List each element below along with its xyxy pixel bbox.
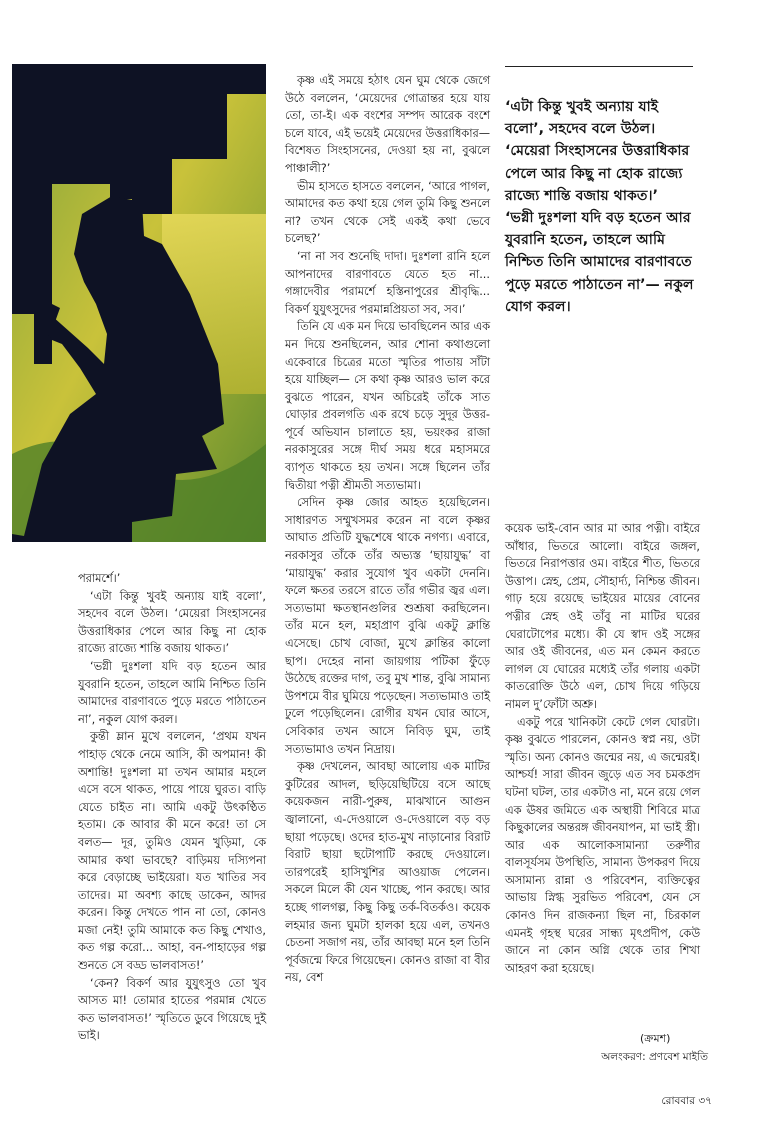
paragraph: কুন্তী ম্লান মুখে বললেন, ‘প্রথম যখন পাহাড় থেকে নেমে আসি, কী অপমান! কী অশান্তি! দুঃশলা মা তখন আমার মহলে এসে বসে থাকত, পায়ে পায়ে ঘুরত। বাড়ি যেতে চাইত না। আমি একটু উৎকণ্ঠিত হতাম। কে আবার কী মনে করে! তা সে বলত— দূর, তুমিও যেমন খুড়িমা, কে আমার কথা ভাবছে? বাড়িময় দস্যিপনা করে বেড়াচ্ছে ভাইয়েরা। যত খাতির সব তাদের। মা অবশ্য কাছে ডাকেন, আদর করেন। কিন্তু দেখতে পান না তো, কোনও মজা নেই! তুমি আমাকে কত কিছু শেখাও, কত গল্প করো... আহা, বন-পাহাড়ের গল্প শুনতে সে বড্ড ভালবাসত!’ [78,730,266,973]
top-rule [505,66,693,67]
pull-quote [505,96,695,318]
column-middle [285,72,490,987]
column-left [78,570,266,1045]
pull-quote-line: ‘মেয়েরা সিংহাসনের উত্তরাধিকার পেলে আর কিছু না হোক রাজ্যে রাজ্যে শান্তি বজায় থাকত।’ [505,143,690,204]
page-footer: রোববার ৩৭ [661,1095,712,1107]
continued-label: (ক্রমশ) [640,1032,671,1045]
collage-illustration [12,64,266,542]
paragraph: কৃষ্ণ এই সময়ে হঠাৎ যেন ঘুম থেকে জেগে উঠে বললেন, ‘মেয়েদের গোত্রান্তর হয়ে যায় তো, তা-ই। এক বংশের সম্পদ আরেক বংশে চলে যাবে, এই ভয়েই মেয়েদের উত্তরাধিকার— বিশেষত সিংহাসনের, দেওয়া হয় না, বুঝলে পাঞ্চালী?’ [285,74,490,175]
paragraph: তিনি যে এক মন দিয়ে ভাবছিলেন আর এক মন দিয়ে শুনছিলেন, আর শোনা কথাগুলো একেবারে চিত্রের মতো স্মৃতির পাতায় সাঁটা হয়ে যাচ্ছিল— সে কথা কৃষ্ণ আরও ভাল করে বুঝতে পারেন, যখন অচিরেই তাঁকে সাত ঘোড়ার প্রবলগতি এক রথে চড়ে সুদূর উত্তর-পূর্বে অভিযান চালাতে হয়, ভয়ংকর রাজা নরকাসুরের সঙ্গে দীর্ঘ সময় ধরে মহাসমরে ব্যাপৃত থাকতে হয় তখন। সঙ্গে ছিলেন তাঁর দ্বিতীয়া পত্নী শ্রীমতী সত্যভামা। [285,320,490,492]
paragraph: ভীম হাসতে হাসতে বললেন, ‘আরে পাগল, আমাদের কত কথা হয়ে গেল তুমি কিছু শুনলে না? তখন থেকে সেই একই কথা ভেবে চলেছ?’ [285,179,490,246]
paragraph: একটু পরে খানিকটা কেটে গেল ঘোরটা। কৃষ্ণ বুঝতে পারলেন, কোনও স্বপ্ন নয়, ওটা স্মৃতি। অন্য কোনও জন্মের নয়, এ জন্মেরই। আশ্চর্য! সারা জীবন জুড়ে এত সব চমকপ্রদ ঘটনা ঘটল, তার একটাও না, মনে রয়ে গেল এক ঊষর জমিতে এক অস্থায়ী শিবিরে মাত্র কিছুকালের অন্তরঙ্গ জীবনযাপন, মা ভাই স্ত্রী। আর এক আলোকসামান্যা তরুণীর বালসূর্যসম উপস্থিতি, সামান্য উপকরণ দিয়ে অসামান্য রান্না ও পরিবেশন, ব্যক্তিত্বের আভায় স্নিগ্ধ সুরভিত পরিবেশ, যেন সে কোনও দিন রাজকন্যা ছিল না, চিরকাল এমনই গৃহস্থ ঘরের সান্ধ্য মৃৎপ্রদীপ, কেউ জানে না কোন অগ্নি থেকে তার শিখা আহরণ করা হয়েছে। [505,715,700,975]
paragraph: ‘ভগ্নী দুঃশলা যদি বড় হতেন আর যুবরানি হতেন, তাহলে আমি নিশ্চিত তিনি আমাদের বারণাবতে পুড়ে মরতে পাঠাতেন না’, নকুল যোগ করল। [78,659,266,726]
illustration-credit: অলংকরণ: প্রণবেশ মাইতি [601,1051,708,1063]
pull-quote-line: ‘এটা কিন্তু খুবই অন্যায় যাই বলো’, সহদেব বলে উঠল। [505,99,659,138]
column-right [505,520,700,977]
pull-quote-line: ‘ভগ্নী দুঃশলা যদি বড় হতেন আর যুবরানি হতেন, তাহলে আমি নিশ্চিত তিনি আমাদের বারণাবতে পুড়ে মরতে পাঠাতেন না’— নকুল যোগ করল। [505,210,694,315]
paragraph: সেদিন কৃষ্ণ জোর আহত হয়েছিলেন। সাধারণত সম্মুখসমর করেন না বলে কৃষ্ণর আঘাত প্রতিটি যুদ্ধশেষে থাকে নগণ্য। এবারে, নরকাসুর তাঁকে তাঁর অভ্যস্ত ‘ছায়াযুদ্ধ’ বা ‘মায়াযুদ্ধ’ করার সুযোগ খুব একটা দেননি। ফলে ক্ষতর তরসে রাতে তাঁর গভীর জ্বর এল। সত্যভামা ক্ষতস্থানগুলির শুশ্রূষা করছিলেন। তাঁর মনে হল, মহাপ্রাণ বুঝি একটু ক্লান্তি এসেছে। চোখ বোজা, মুখে ক্লান্তির কালো ছাপ। দেহের নানা জায়গায় পটিকা ফুঁড়ে উঠেছে রক্তের দাগ, তবু মুখ শান্ত, বুঝি সামান্য উপশমে বীর ঘুমিয়ে পড়েছেন। সত্যভামাও তাই ঢুলে পড়েছিলেন। রোগীর যখন ঘোর আসে, সেবিকার তখন আসে নিবিড় ঘুম, তাই সত্যভামাও তখন নিদ্রায়। [285,496,490,756]
paragraph: পরামর্শে।’ [78,572,121,585]
paragraph: ‘কেন? বিকর্ণ আর যুযুৎসুও তো খুব আসত মা! তোমার হাতের পরমান্ন খেতে কত ভালবাসত!’ স্মৃতিতে ডুবে গিয়েছে দুই ভাই। [78,976,266,1043]
paragraph: ‘না না সব শুনেছি দাদা। দুঃশলা রানি হলে আপনাদের বারণাবতে যেতে হত না... গঙ্গাদেবীর পরামর্শে হস্তিনাপুরের শ্রীবৃদ্ধি... বিকর্ণ যুযুৎসুদের পরমান্নপ্রিয়তা সব, সব।’ [285,249,490,316]
paragraph: ‘এটা কিন্তু খুবই অন্যায় যাই বলো’, সহদেব বলে উঠল। ‘মেয়েরা সিংহাসনের উত্তরাধিকার পেলে আর কিছু না হোক রাজ্যে রাজ্যে শান্তি বজায় থাকত।’ [78,589,266,656]
paragraph: কয়েক ভাই-বোন আর মা আর পত্নী। বাইরে আঁধার, ভিতরে আলো। বাইরে জঙ্গল, ভিতরে নিরাপত্তার ওম। বাইরে শীত, ভিতরে উত্তাপ। স্নেহ, প্রেম, সৌহার্দ্য, নিশ্চিন্ত জীবন। গাঢ় হয়ে রয়েছে ভাইয়ের মায়ের বোনের পত্নীর স্নেহ ওই তাঁবু না মাটির ঘরের ঘেরাটোপের মধ্যে। কী যে স্বাদ ওই সঙ্গের আর ওই জীবনের, এত মন কেমন করতে লাগল যে ঘোরের মধ্যেই তাঁর গলায় একটা কাতরোক্তি উঠে এল, চোখ দিয়ে গড়িয়ে নামল দু’ফোঁটা অশ্রু। [505,522,700,711]
paragraph: কৃষ্ণ দেখলেন, আবছা আলোয় এক মাটির কুটিরের আদল, ছড়িয়েছিটিয়ে বসে আছে কয়েকজন নারী-পুরুষ, মাঝখানে আগুন জ্বালানো, এ-দেওয়ালে ও-দেওয়ালে বড় বড় ছায়া পড়েছে। ওদের হাত-মুখ নাড়ানোর বিরাট বিরাট ছায়া ছটোপাটি করছে দেওয়ালে। তারপরেই হাসিখুশির আওয়াজ পেলেন। সকলে মিলে কী যেন খাচ্ছে, পান করছে। আর হচ্ছে গালগল্প, কিছু কিছু তর্ক-বিতর্কও। কয়েক লহমার জন্য ঘুমটা হালকা হয়ে এল, তখনও চেতনা সজাগ নয়, তাঁর আবছা মনে হল তিনি পূর্বজন্মে ফিরে গিয়েছেন। কোনও রাজা বা বীর নয়, বেশ [285,760,490,985]
